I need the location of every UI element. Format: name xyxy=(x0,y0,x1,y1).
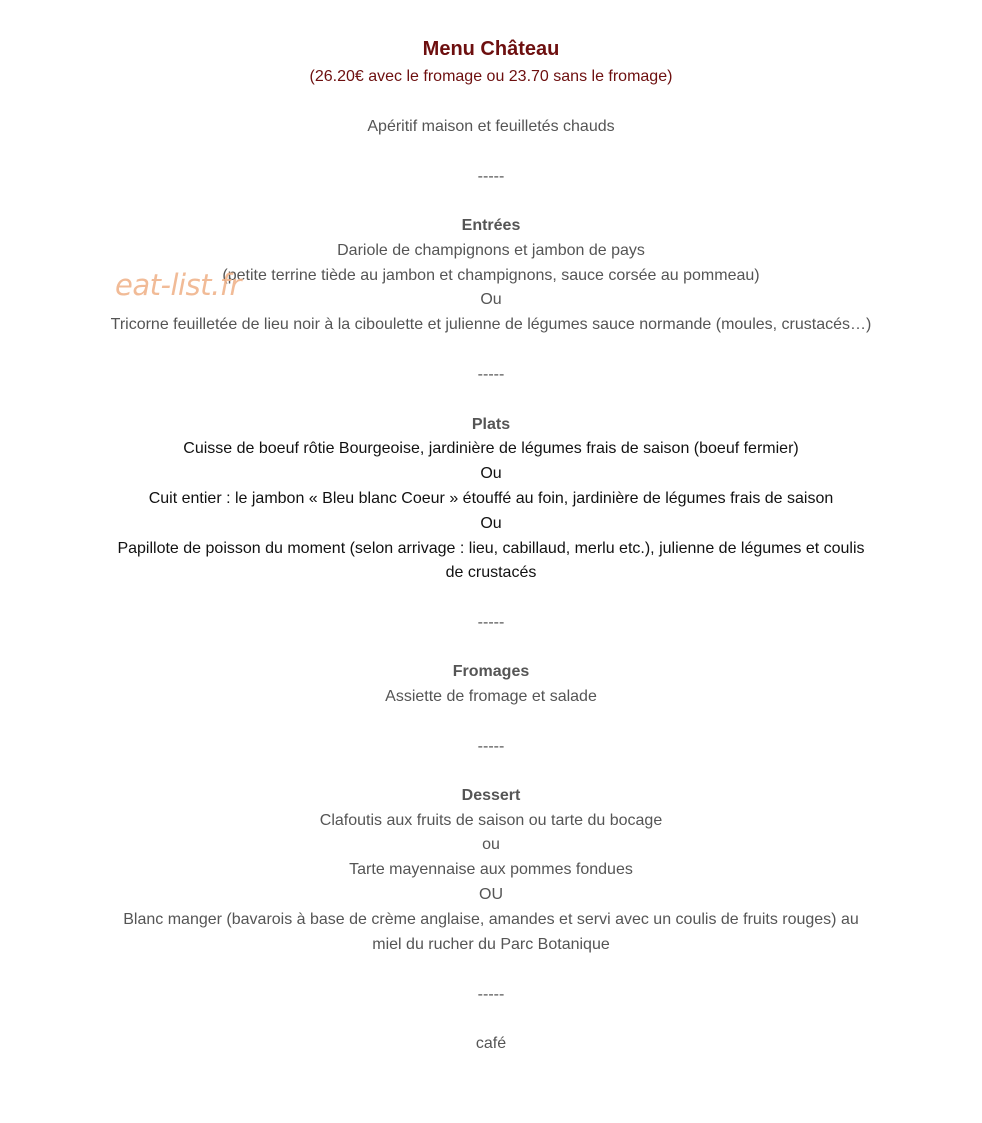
entree-item: Dariole de champignons et jambon de pays xyxy=(337,242,645,259)
or-separator: Ou xyxy=(480,465,502,482)
or-separator: OU xyxy=(479,886,503,903)
dessert-item: Blanc manger (bavarois à base de crème anglaise, amandes et servi avec un coulis de fruits rouges) au xyxy=(123,911,859,928)
separator: ----- xyxy=(477,614,505,631)
dessert-item: Tarte mayennaise aux pommes fondues xyxy=(349,861,633,878)
separator: ----- xyxy=(477,986,505,1003)
entree-description: (petite terrine tiède au jambon et champignons, sauce corsée au pommeau) xyxy=(222,267,760,284)
dessert-item-continued: miel du rucher du Parc Botanique xyxy=(372,936,610,953)
fromage-item: Assiette de fromage et salade xyxy=(385,688,597,705)
plat-item: Cuisse de boeuf rôtie Bourgeoise, jardinière de légumes frais de saison (boeuf fermier) xyxy=(183,440,799,457)
menu-price: (26.20€ avec le fromage ou 23.70 sans le fromage) xyxy=(309,68,673,85)
watermark-logo: eat-list.fr xyxy=(115,268,241,302)
separator: ----- xyxy=(477,738,505,755)
entrees-heading: Entrées xyxy=(461,217,521,234)
menu-title: Menu Château xyxy=(422,38,560,60)
plats-heading: Plats xyxy=(471,416,511,433)
plat-item: Cuit entier : le jambon « Bleu blanc Coeur » étouffé au foin, jardinière de légumes frais de saison xyxy=(148,490,834,507)
cafe: café xyxy=(475,1035,507,1052)
dessert-item: Clafoutis aux fruits de saison ou tarte du bocage xyxy=(319,812,663,829)
separator: ----- xyxy=(477,366,505,383)
plat-item: Papillote de poisson du moment (selon arrivage : lieu, cabillaud, merlu etc.), julienne de légumes et coulis xyxy=(117,540,865,557)
aperitif: Apéritif maison et feuilletés chauds xyxy=(367,118,615,135)
plat-item-continued: de crustacés xyxy=(445,564,537,581)
separator: ----- xyxy=(477,168,505,185)
or-separator: ou xyxy=(482,836,500,853)
or-separator: Ou xyxy=(480,515,502,532)
or-separator: Ou xyxy=(480,291,502,308)
fromages-heading: Fromages xyxy=(452,663,530,680)
dessert-heading: Dessert xyxy=(461,787,521,804)
entree-item: Tricorne feuilletée de lieu noir à la ciboulette et julienne de légumes sauce normande (moules, crustacés…) xyxy=(110,316,872,333)
